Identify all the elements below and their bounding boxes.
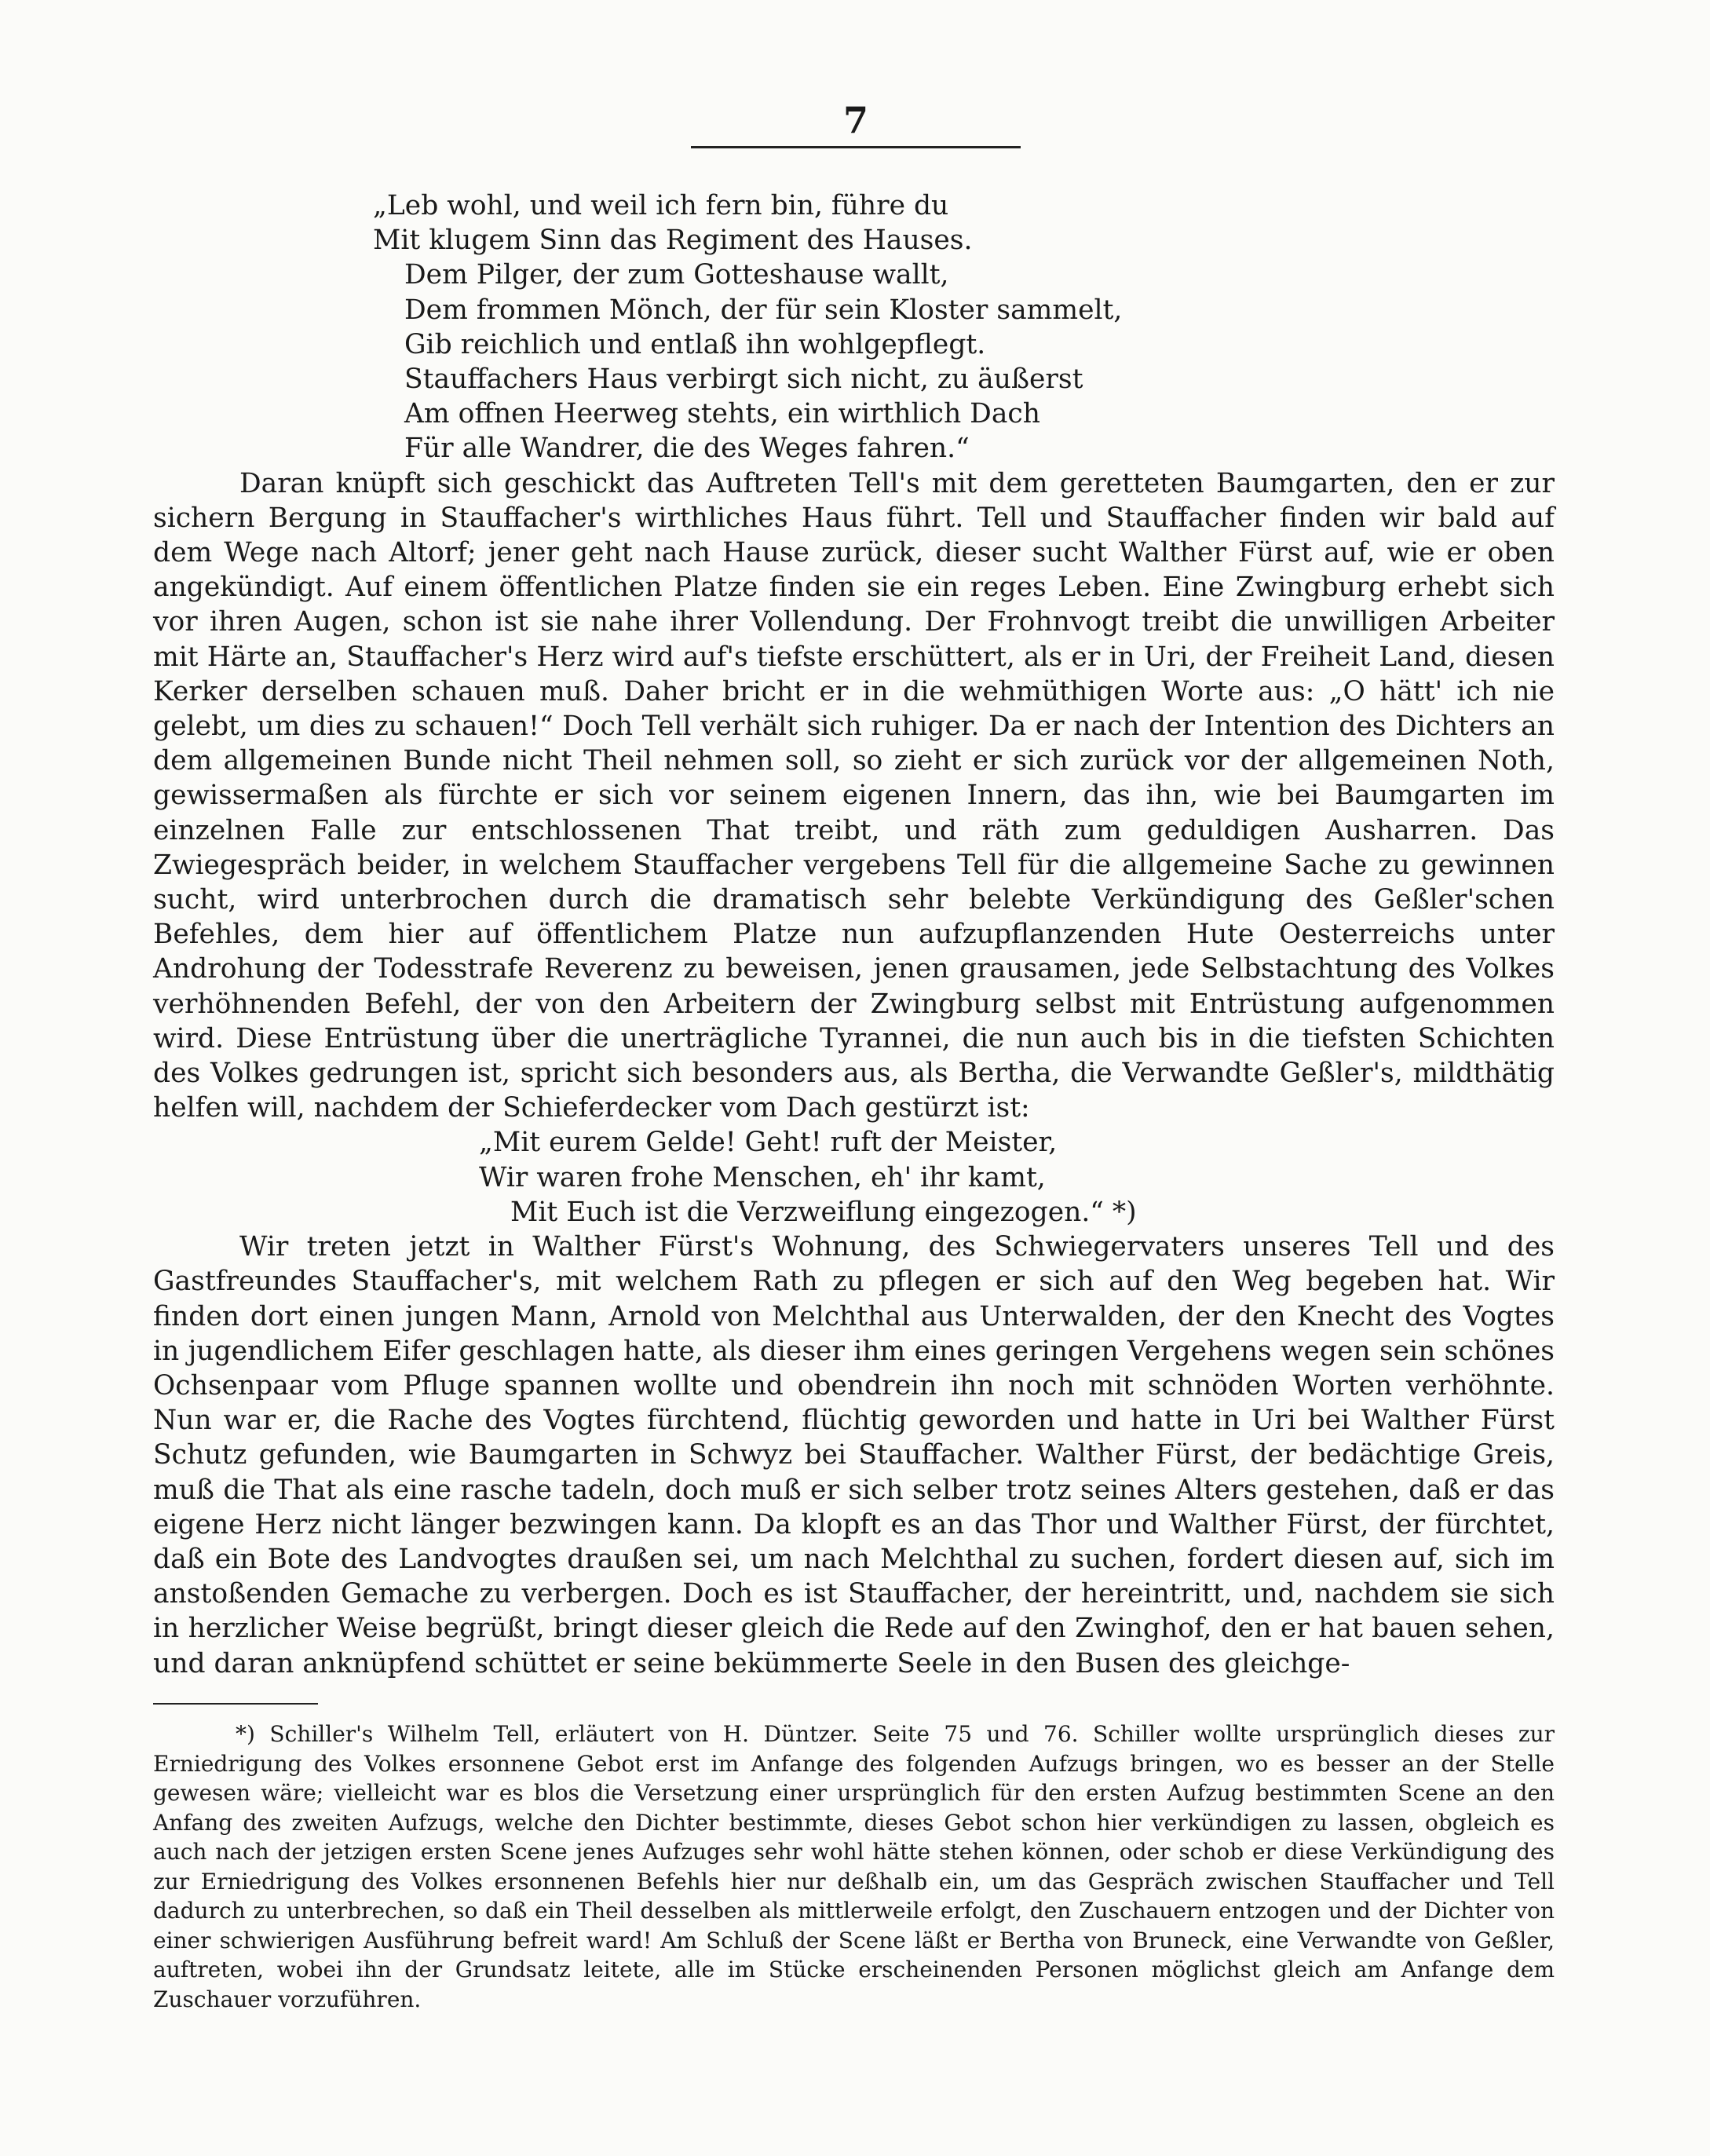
footnote: *) Schiller's Wilhelm Tell, erläutert von H. Düntzer. Seite 75 und 76. Schiller wollte ursprünglich dieses zur Erniedrigung des Volkes ersonnene Gebot erst im Anfange des folgenden Aufzugs bringen, wo es besser an der Stelle gewesen wäre; vielleicht war es blos die Versetzung einer ursprünglich für den ersten Aufzug bestimmten Scene an den Anfang des zweiten Aufzugs, welche den Dichter bestimmte, dieses Gebot schon hier verkündigen zu lassen, obgleich es auch nach der jetzigen ersten Scene jenes Aufzuges sehr wohl hätte stehen können, oder schob er diese Verkündigung des zur Erniedrigung des Volkes ersonnenen Befehls hier nur deßhalb ein, um das Gespräch zwischen Stauffacher und Tell dadurch zu unterbrechen, so daß ein Theil desselben als mittlerweile erfolgt, den Zuschauern entzogen und der Dichter von einer schwierigen Ausführung befreit ward! Am Schluß der Scene läßt er Bertha von Bruneck, eine Verwandte von Geßler, auftreten, wobei ihn der Grundsatz leitete, alle im Stücke erscheinenden Personen möglichst gleich am Anfange dem Zuschauer vorzuführen. — [153, 1721, 1555, 2012]
paragraph-walther-fuerst: Wir treten jetzt in Walther Fürst's Wohnung, des Schwiegervaters unseres Tell und des Gastfreundes Stauffacher's, mit welchem Rath zu pflegen er sich auf den Weg begeben hat. Wir finden dort einen jungen Mann, Arnold von Melchthal aus Unterwalden, der den Knecht des Vogtes in jugendlichem Eifer geschlagen hatte, als dieser ihm eines geringen Vergehens wegen sein schönes Ochsenpaar vom Pfluge spannen wollte und obendrein ihn noch mit schnöden Worten verhöhnte. Nun war er, die Rache des Vogtes fürchtend, flüchtig geworden und hatte in Uri bei Walther Fürst Schutz gefunden, wie Baumgarten in Schwyz bei Stauffacher. Walther Fürst, der bedächtige Greis, muß die That als eine rasche tadeln, doch muß er sich selber trotz seines Alters gestehen, daß er das eigene Herz nicht länger bezwingen kann. Da klopft es an das Thor und Walther Fürst, der fürchtet, daß ein Bote des Landvogtes draußen sei, um nach Melchthal zu suchen, fordert diesen auf, sich im anstoßenden Gemache zu verbergen. Doch es ist Stauffacher, der hereintritt, und, nachdem sie sich in herzlicher Weise begrüßt, bringt dieser gleich die Rede auf den Zwinghof, den er hat bauen sehen, und daran anknüpfend schüttet er seine bekümmerte Seele in den Busen des gleichge- — [153, 1231, 1555, 1679]
verse-line: Am offnen Heerweg stehts, ein wirthlich Dach — [404, 398, 1040, 430]
verse-quote-2 — [153, 1125, 1555, 1230]
paragraph-tell-stauffacher: Daran knüpft sich geschickt das Auftreten Tell's mit dem geretteten Baumgarten, den er zur sichern Bergung in Stauffacher's wirthliches Haus führt. Tell und Stauffacher finden wir bald auf dem Wege nach Altorf; jener geht nach Hause zurück, dieser sucht Walther Fürst auf, wie er oben angekündigt. Auf einem öffentlichen Platze finden sie ein reges Leben. Eine Zwingburg erhebt sich vor ihren Augen, schon ist sie nahe ihrer Vollendung. Der Frohnvogt treibt die unwilligen Arbeiter mit Härte an, Stauffacher's Herz wird auf's tiefste erschüttert, als er in Uri, der Freiheit Land, diesen Kerker derselben schauen muß. Daher bricht er in die wehmüthigen Worte aus: „O hätt' ich nie gelebt, um dies zu schauen!“ Doch Tell verhält sich ruhiger. Da er nach der Intention des Dichters an dem allgemeinen Bunde nicht Theil nehmen soll, so zieht er sich zurück vor der allgemeinen Noth, gewissermaßen als fürchte er sich vor seinem eigenen Innern, das ihn, wie bei Baumgarten im einzelnen Falle zur entschlossenen That treibt, und räth zum geduldigen Ausharren. Das Zwiegespräch beider, in welchem Stauffacher vergebens Tell für die allgemeine Sache zu gewinnen sucht, wird unterbrochen durch die dramatisch sehr belebte Verkündigung des Geßler'schen Befehles, dem hier auf öffentlichem Platze nun aufzupflanzenden Hute Oesterreichs unter Androhung der Todesstrafe Reverenz zu beweisen, jenen grausamen, jede Selbstachtung des Volkes verhöhnenden Befehl, der von den Arbeitern der Zwingburg selbst mit Entrüstung aufgenommen wird. Diese Entrüstung über die unerträgliche Tyrannei, die nun auch bis in die tiefsten Schichten des Volkes gedrungen ist, spricht sich besonders aus, als Bertha, die Verwandte Geßler's, mildthätig helfen will, nachdem der Schieferdecker vom Dach gestürzt ist: — [153, 467, 1555, 1124]
verse-quote-1 — [153, 188, 1555, 466]
verse-line: Für alle Wandrer, die des Weges fahren.“ — [404, 433, 970, 465]
verse-line: „Mit eurem Gelde! Geht! ruft der Meister, — [479, 1127, 1058, 1159]
page-number: 7 — [842, 99, 868, 141]
verse-line: „Leb wohl, und weil ich fern bin, führe du — [373, 190, 949, 221]
verse-line: Wir waren frohe Menschen, eh' ihr kamt, — [479, 1161, 1046, 1193]
verse-line: Stauffachers Haus verbirgt sich nicht, zu äußerst — [404, 364, 1083, 396]
main-text — [153, 188, 1555, 1681]
verse-line: Mit Euch ist die Verzweiflung eingezogen.“ *) — [510, 1196, 1137, 1228]
header-rule — [691, 146, 1021, 148]
verse-line: Dem frommen Mönch, der für sein Kloster sammelt, — [404, 294, 1123, 326]
verse-line: Mit klugem Sinn das Regiment des Hauses. — [373, 225, 973, 257]
footnote-rule — [153, 1703, 318, 1705]
verse-line: Gib reichlich und entlaß ihn wohlgepflegt. — [404, 328, 986, 360]
verse-line: Dem Pilger, der zum Gotteshause wallt, — [404, 259, 949, 291]
